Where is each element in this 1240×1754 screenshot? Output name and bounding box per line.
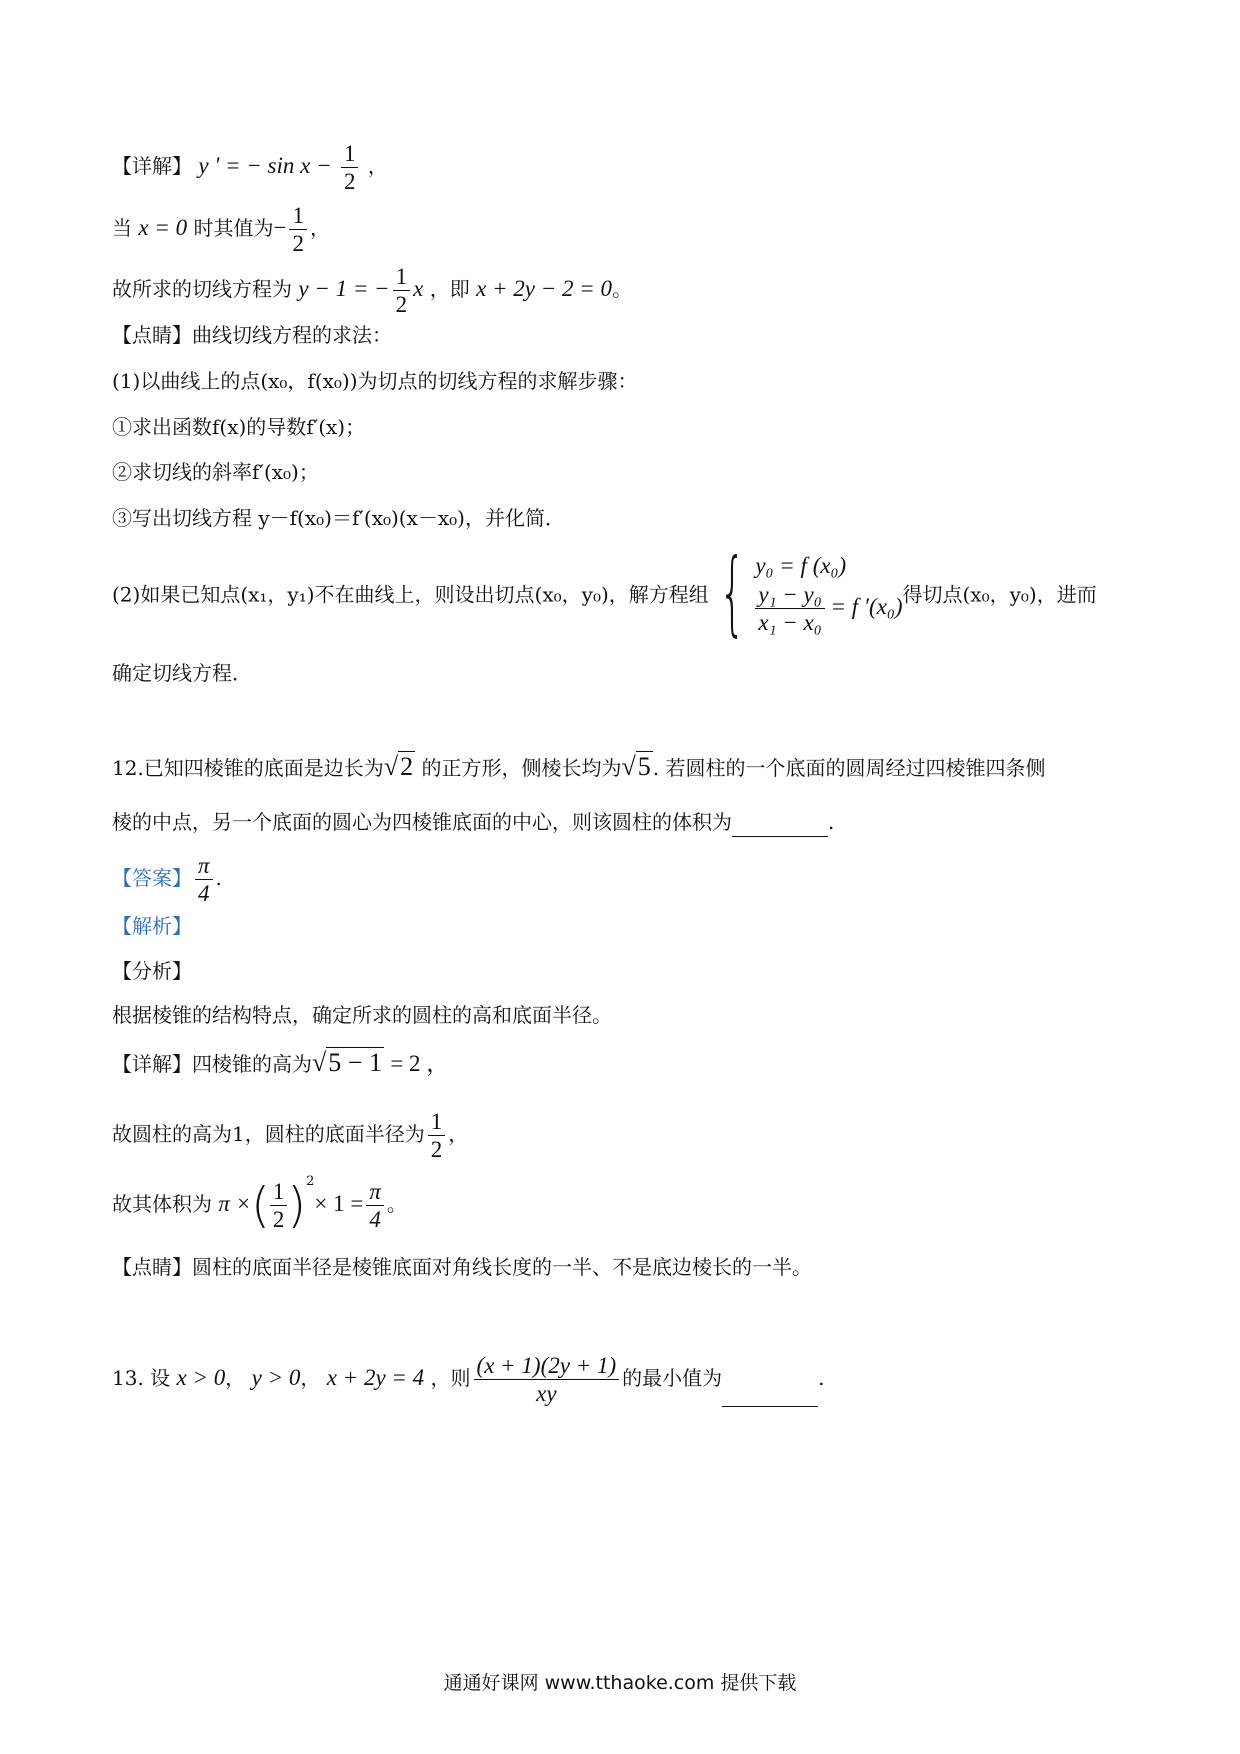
text: 得切点(x₀，y₀)，进而 (902, 582, 1097, 607)
math-eq: x + 2y − 2 = 0 (476, 276, 613, 301)
text: 当 (112, 216, 132, 240)
tip-text: 曲线切线方程的求法： (192, 323, 392, 347)
math-x: x (413, 276, 424, 301)
condition-1: x > 0 (176, 1365, 226, 1390)
detail-label: 【详解】 (112, 154, 192, 178)
left-brace: { (718, 539, 746, 646)
fraction-half: $\frac{1}{2}$ (341, 140, 359, 195)
q12-analysis-label: 【解析】 (112, 914, 192, 938)
half-fraction: $\frac{1}{2}$ (270, 1178, 288, 1233)
s11-p4: ③写出切线方程 y－f(x₀)＝f′(x₀)(x－x₀)，并化简． (112, 506, 565, 530)
tip-label: 【点睛】 (112, 1255, 192, 1279)
condition-2: y > 0 (251, 1365, 301, 1390)
q12-answer (112, 852, 222, 907)
pi-times: π × (218, 1191, 252, 1216)
answer-blank (732, 814, 828, 837)
radius-fraction: $\frac{1}{2}$ (428, 1108, 446, 1163)
system-row-2: $\frac{\text{y₁ − y₀}}{\text{x₁ − x₀}}$ = f ′(x₀) (755, 581, 902, 636)
comma: ， (448, 1122, 469, 1146)
period: 。 (612, 277, 633, 301)
minus: − (273, 215, 287, 240)
tip-label: 【点睛】 (112, 323, 192, 347)
text: 时其值为 (193, 216, 274, 240)
comma: ， (225, 1366, 246, 1390)
sqrt-5: √5 (621, 752, 651, 781)
fraction-half: $\frac{1}{2}$ (289, 202, 307, 257)
answer-label: 【答案】 (112, 866, 192, 890)
period: 。 (386, 1192, 407, 1216)
deriv-expr: y ' = − sin x − (198, 153, 332, 178)
answer-blank (722, 1384, 818, 1407)
tip-text: 圆柱的底面半径是棱锥底面对角线长度的一半、不是底边棱长的一半。 (192, 1255, 812, 1279)
comma: ， (309, 216, 330, 240)
exponent: 2 (306, 1174, 315, 1190)
equation-system (755, 551, 902, 636)
q12-detail-3 (112, 1174, 407, 1234)
math-eq: = 2 ， (390, 1051, 450, 1076)
text: 故其体积为 (112, 1192, 212, 1216)
q12-tip (112, 1252, 812, 1282)
q12-detail-1 (112, 1048, 449, 1079)
s11-p3: ②求切线的斜率f′(x₀)； (112, 460, 319, 484)
period: . (215, 866, 222, 890)
s11-value-line (112, 202, 330, 257)
q12-stem-1 (112, 752, 1045, 783)
answer-fraction: $\frac{\pi}{4}$ (195, 852, 213, 907)
system-row-1: y₀ = f (x₀) (755, 552, 847, 578)
text: 的最小值为 (622, 1366, 723, 1390)
detail-label: 【详解】 (112, 1052, 192, 1076)
fraction-half: $\frac{1}{2}$ (393, 263, 411, 318)
q12-fenxi-text: 根据棱锥的结构特点，确定所求的圆柱的高和底面半径。 (112, 1003, 612, 1027)
q13-stem (112, 1352, 825, 1407)
s11-tangent-line (112, 263, 632, 318)
q12-detail-2 (112, 1108, 468, 1163)
s11-p2: ①求出函数f(x)的导数f′(x)； (112, 415, 366, 439)
left-paren: ( (251, 1177, 270, 1234)
s11-tip (112, 320, 392, 350)
s11-p6: 确定切线方程． (112, 661, 252, 685)
result-fraction: $\frac{\pi}{4}$ (366, 1178, 384, 1233)
text: ，即 (429, 277, 470, 301)
text: 12.已知四棱锥的底面是边长为 (112, 756, 384, 780)
text: 13. 设 (112, 1366, 171, 1390)
page-footer: 通通好课网 www.tthaoke.com 提供下载 (443, 1672, 797, 1694)
text: 的正方形，侧棱长均为 (421, 756, 622, 780)
text: 四棱锥的高为 (192, 1052, 312, 1076)
right-paren: ) (287, 1177, 307, 1234)
math-eq: y − 1 = − (298, 276, 390, 301)
condition-3: x + 2y = 4 (326, 1365, 425, 1390)
s11-deriv-line (112, 140, 388, 195)
target-fraction: $\frac{(x + 1)(2y + 1)}{xy}$ (474, 1352, 620, 1407)
comma: ， (300, 1366, 321, 1390)
q12-stem-2 (112, 807, 834, 837)
text: . 若圆柱的一个底面的圆周经过四棱锥四条侧 (652, 756, 1046, 780)
comma: ， (367, 154, 388, 178)
math-eq: × 1 = (314, 1191, 364, 1216)
period: . (828, 810, 835, 834)
s11-p1: (1)以曲线上的点(x₀，f(x₀))为切点的切线方程的求解步骤： (112, 369, 638, 393)
text: (2)如果已知点(x₁，y₁)不在曲线上，则设出切点(x₀，y₀)，解方程组 (112, 582, 709, 607)
s11-p5 (112, 539, 1097, 646)
sqrt-2: √2 (383, 752, 414, 781)
text: 故圆柱的高为1，圆柱的底面半径为 (112, 1122, 425, 1146)
text: ，则 (430, 1366, 471, 1390)
math-x0: x = 0 (138, 215, 188, 240)
period: . (818, 1366, 825, 1390)
q12-fenxi-label: 【分析】 (112, 959, 192, 983)
sqrt-expr: √5 − 1 (312, 1048, 382, 1077)
text: 棱的中点，另一个底面的圆心为四棱锥底面的中心，则该圆柱的体积为 (112, 810, 732, 834)
text: 故所求的切线方程为 (112, 277, 292, 301)
